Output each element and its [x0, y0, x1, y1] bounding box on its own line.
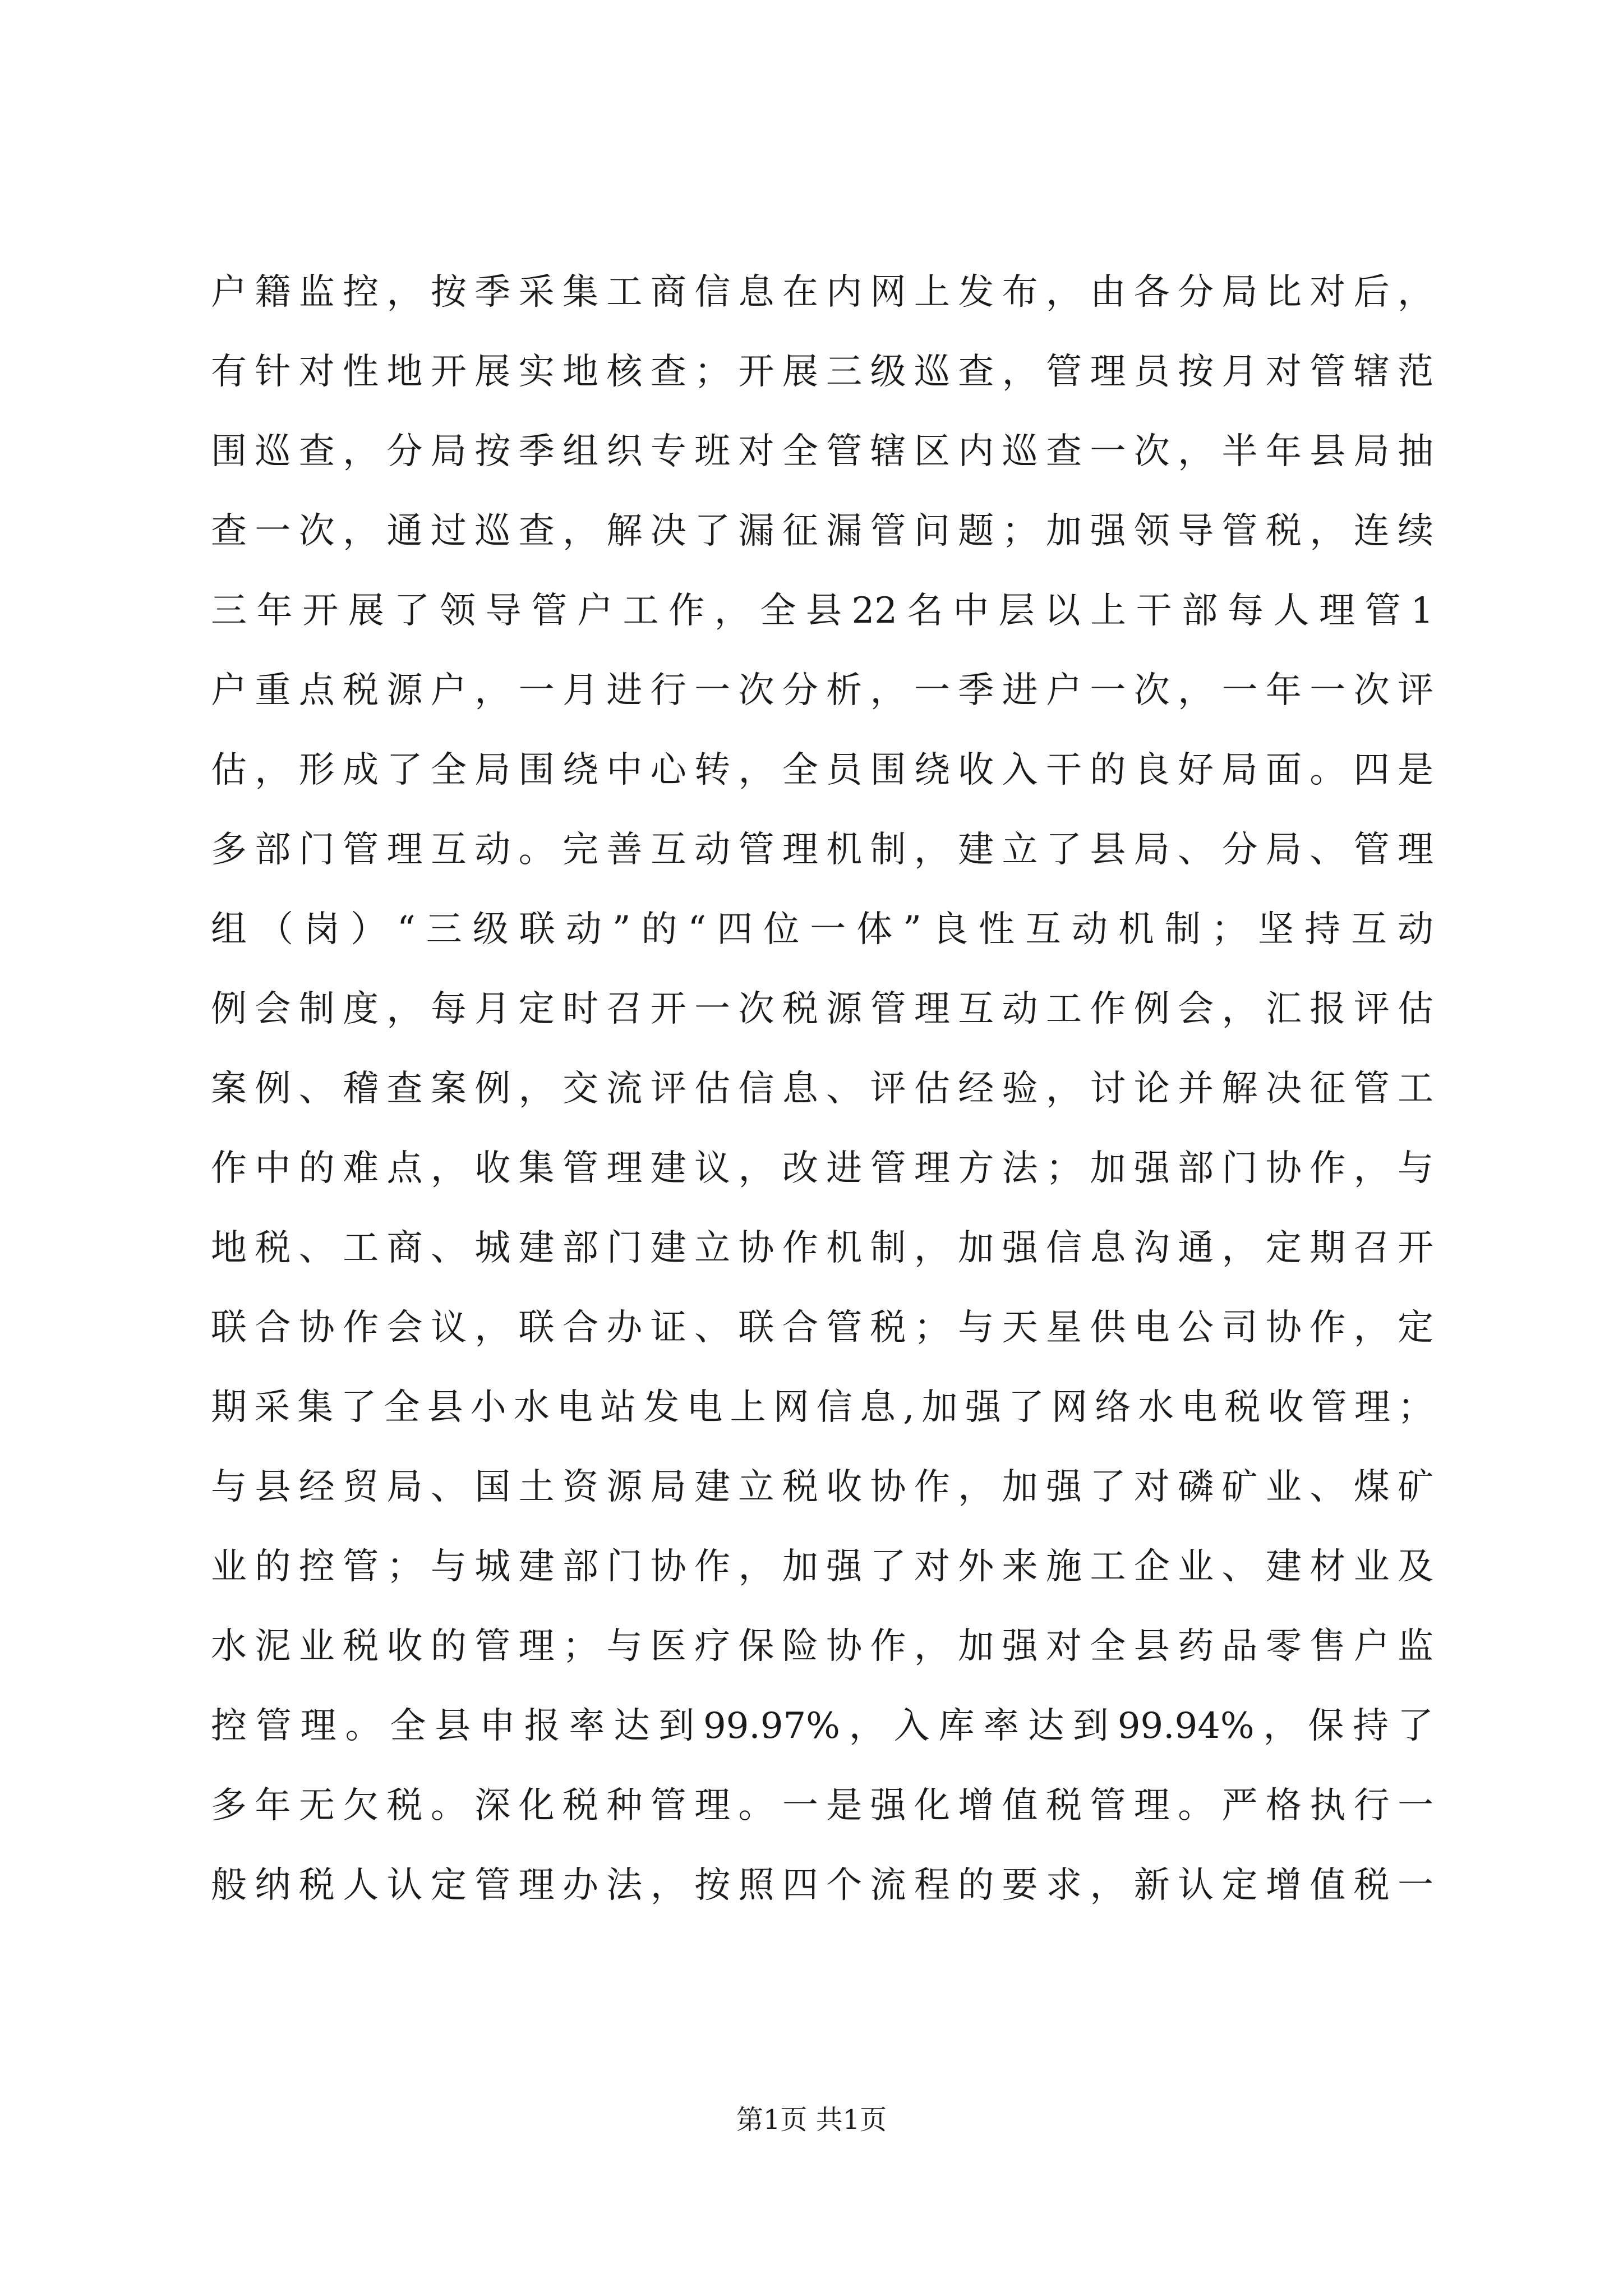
- text-line: 多部门管理互动。完善互动管理机制，建立了县局、分局、管理: [211, 829, 1433, 871]
- text-line: 三年开展了领导管户工作，全县22名中层以上干部每人理管1: [211, 590, 1433, 632]
- text-line: 估，形成了全局围绕中心转，全员围绕收入干的良好局面。四是: [211, 749, 1433, 791]
- text-line: 围巡查，分局按季组织专班对全管辖区内巡查一次，半年县局抽: [211, 431, 1433, 472]
- text-line: 例会制度，每月定时召开一次税源管理互动工作例会，汇报评估: [211, 988, 1433, 1030]
- text-line: 般纳税人认定管理办法，按照四个流程的要求，新认定增值税一: [211, 1865, 1433, 1906]
- text-line: 户重点税源户，一月进行一次分析，一季进户一次，一年一次评: [211, 670, 1433, 711]
- text-line: 联合协作会议，联合办证、联合管税；与天星供电公司协作，定: [211, 1307, 1433, 1349]
- text-line: 作中的难点，收集管理建议，改进管理方法；加强部门协作，与: [211, 1148, 1433, 1189]
- text-line: 多年无欠税。深化税种管理。一是强化增值税管理。严格执行一: [211, 1785, 1433, 1826]
- text-line: 有针对性地开展实地核查；开展三级巡查，管理员按月对管辖范: [211, 351, 1433, 393]
- text-line: 组（岗）“三级联动”的“四位一体”良性互动机制；坚持互动: [211, 909, 1433, 950]
- text-line: 查一次，通过巡查，解决了漏征漏管问题；加强领导管税，连续: [211, 510, 1433, 552]
- text-line: 水泥业税收的管理；与医疗保险协作，加强对全县药品零售户监: [211, 1626, 1433, 1667]
- text-line: 与县经贸局、国土资源局建立税收协作，加强了对磷矿业、煤矿: [211, 1466, 1433, 1508]
- text-line: 期采集了全县小水电站发电上网信息,加强了网络水电税收管理；: [211, 1387, 1433, 1428]
- text-line: 业的控管；与城建部门协作，加强了对外来施工企业、建材业及: [211, 1546, 1433, 1588]
- text-line: 案例、稽查案例，交流评估信息、评估经验，讨论并解决征管工: [211, 1068, 1433, 1110]
- text-line: 户籍监控，按季采集工商信息在内网上发布，由各分局比对后，: [211, 272, 1433, 313]
- text-line: 地税、工商、城建部门建立协作机制，加强信息沟通，定期召开: [211, 1227, 1433, 1269]
- text-line: 控管理。全县申报率达到99.97%，入库率达到99.94%，保持了: [211, 1705, 1433, 1747]
- document-body: [211, 252, 1433, 1925]
- page-footer: 第1页 共1页: [736, 2104, 887, 2136]
